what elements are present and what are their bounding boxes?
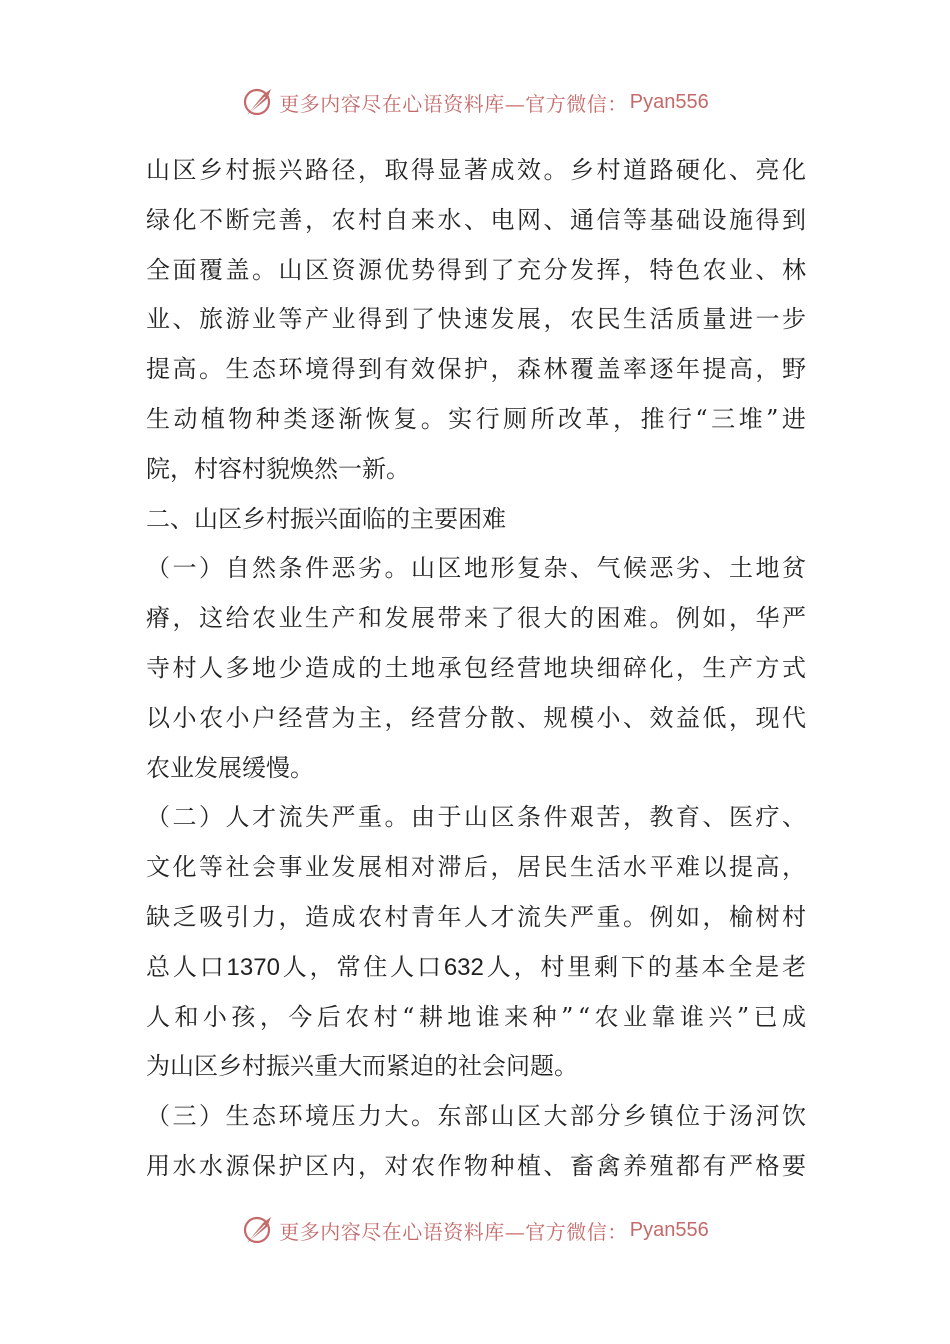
- footer-banner-text: 更多内容尽在心语资料库—官方微信：: [279, 1219, 628, 1244]
- text-line: 院，村容村貌焕然一新。: [146, 454, 410, 483]
- text-line: 瘠 ， 这 给 农 业 生 产 和 发 展 带 来 了 很 大 的 困 难 。 例 如 ， 华 严: [146, 604, 806, 633]
- text-line: （ 二 ） 人 才 流 失 严 重 。 由 于 山 区 条 件 艰 苦 ， 教 育 、 医 疗 、: [146, 803, 806, 832]
- text-line: 二、山区乡村振兴面临的主要困难: [146, 504, 506, 533]
- text-line: 农业发展缓慢。: [146, 753, 314, 782]
- text-line: 人 和 小 孩 ， 今 后 农 村 “ 耕 地 谁 来 种 ” “ 农 业 靠 谁 兴 ” 已 成: [146, 1002, 806, 1031]
- text-line: 生 动 植 物 种 类 逐 渐 恢 复 。 实 行 厕 所 改 革 ， 推 行 “ 三 堆 ” 进: [146, 404, 806, 433]
- document-body: [146, 146, 806, 1192]
- footer-banner-wechat-id: Pyan556: [629, 1218, 709, 1241]
- header-banner-wechat-id: Pyan556: [629, 90, 709, 113]
- header-banner-text: 更多内容尽在心语资料库—官方微信：: [279, 91, 628, 116]
- text-line: 为山区乡村振兴重大而紧迫的社会问题。: [146, 1052, 578, 1081]
- text-line: 山 区 乡 村 振 兴 路 径 ， 取 得 显 著 成 效 。 乡 村 道 路 硬 化 、 亮 化: [146, 156, 806, 184]
- text-line: （ 一 ） 自 然 条 件 恶 劣 。 山 区 地 形 复 杂 、 气 候 恶 劣 、 土 地 贫: [146, 554, 806, 583]
- quill-logo-icon: [241, 1213, 275, 1247]
- footer-banner: [0, 1208, 950, 1252]
- text-line: 以 小 农 小 户 经 营 为 主 ， 经 营 分 散 、 规 模 小 、 效 益 低 ， 现 代: [146, 703, 806, 732]
- text-line: 绿 化 不 断 完 善 ， 农 村 自 来 水 、 电 网 、 通 信 等 基 础 设 施 得 到: [146, 205, 806, 234]
- text-line: 寺 村 人 多 地 少 造 成 的 土 地 承 包 经 营 地 块 细 碎 化 ， 生 产 方 式: [146, 653, 806, 682]
- text-line: 缺 乏 吸 引 力 ， 造 成 农 村 青 年 人 才 流 失 严 重 。 例 如 ， 榆 树 村: [146, 902, 806, 931]
- text-line: （ 三 ） 生 态 环 境 压 力 大 。 东 部 山 区 大 部 分 乡 镇 位 于 汤 河 饮: [146, 1102, 806, 1131]
- text-line: 业 、 旅 游 业 等 产 业 得 到 了 快 速 发 展 ， 农 民 生 活 质 量 进 一 步: [146, 305, 806, 334]
- text-line: 文 化 等 社 会 事 业 发 展 相 对 滞 后 ， 居 民 生 活 水 平 难 以 提 高 ，: [146, 853, 806, 882]
- text-line: 用 水 水 源 保 护 区 内 ， 对 农 作 物 种 植 、 畜 禽 养 殖 都 有 严 格 要: [146, 1151, 806, 1180]
- text-line: 提 高 。 生 态 环 境 得 到 有 效 保 护 ， 森 林 覆 盖 率 逐 年 提 高 ， 野: [146, 355, 806, 384]
- text-line: 总 人 口 1370 人 ， 常 住 人 口 632 人 ， 村 里 剩 下 的 基 本 全 是 老: [146, 952, 806, 981]
- header-banner: [0, 80, 950, 124]
- quill-logo-icon: [241, 85, 275, 119]
- text-line: 全 面 覆 盖 。 山 区 资 源 优 势 得 到 了 充 分 发 挥 ， 特 色 农 业 、 林: [146, 255, 806, 284]
